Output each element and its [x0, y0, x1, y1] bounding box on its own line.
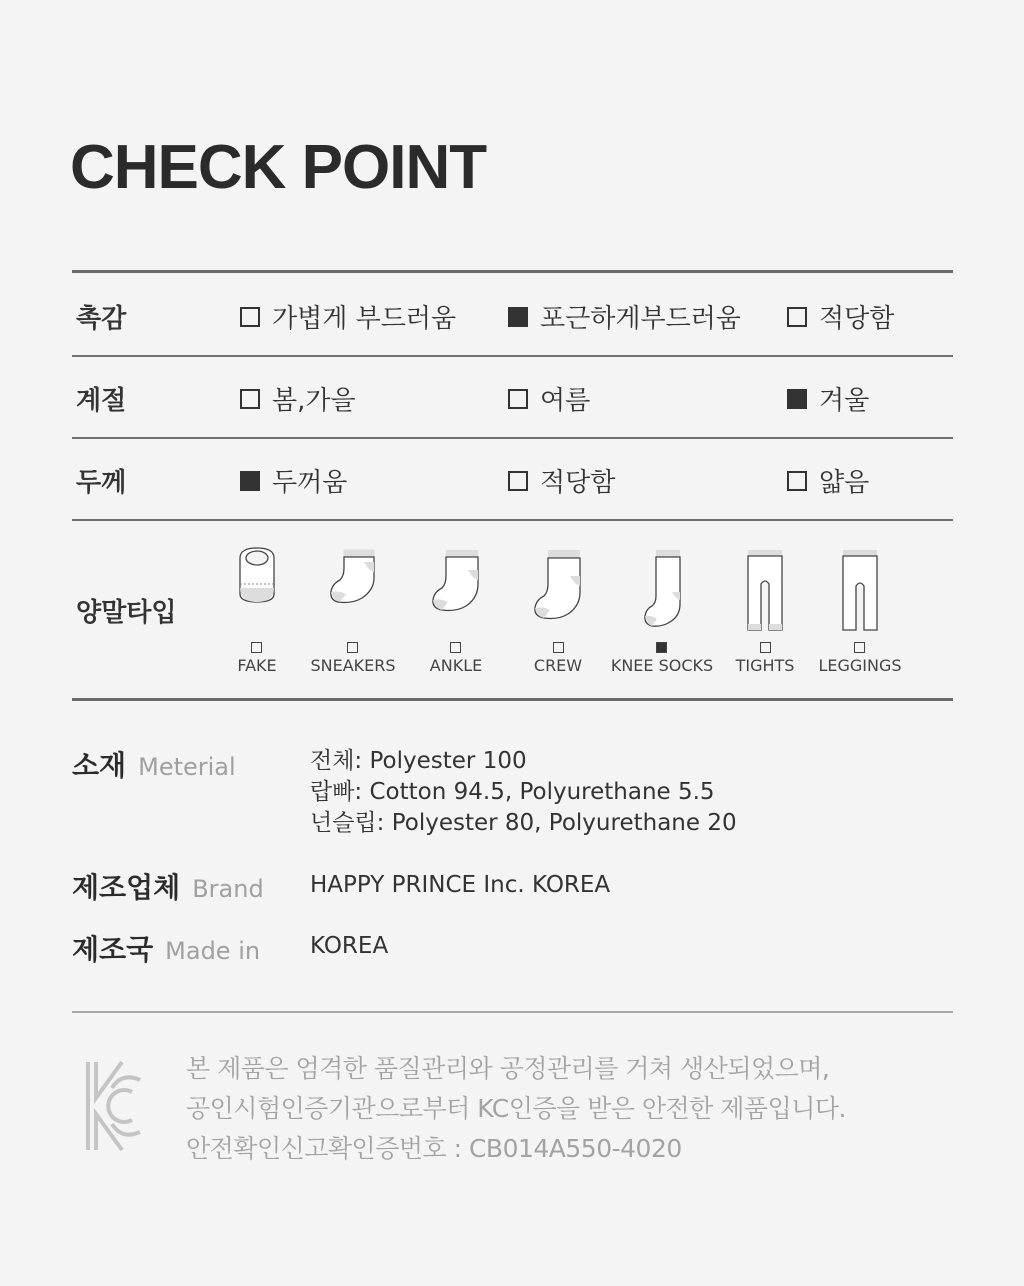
sock-checkbox-fake[interactable] — [251, 642, 262, 653]
checkbox-checked[interactable] — [508, 307, 528, 327]
option-label: 겨울 — [819, 386, 870, 416]
option-light-soft[interactable] — [240, 298, 456, 335]
table-bottom-rule — [72, 698, 953, 701]
checkbox[interactable] — [240, 307, 260, 327]
kc-logo — [82, 1058, 146, 1158]
sock-checkbox-tights[interactable] — [760, 642, 771, 653]
sock-checkbox-crew[interactable] — [553, 642, 564, 653]
option-label: 얇음 — [819, 468, 870, 498]
tights-icon — [745, 548, 785, 634]
kc-line: 본 제품은 엄격한 품질관리와 공정관리를 거쳐 생산되었으며, — [186, 1054, 830, 1083]
row-divider — [72, 437, 953, 439]
origin-value: KOREA — [310, 933, 389, 959]
sock-label-tights: TIGHTS — [735, 656, 795, 675]
checkbox-checked[interactable] — [240, 471, 260, 491]
sock-checkbox-ankle[interactable] — [450, 642, 461, 653]
option-spring-autumn[interactable] — [240, 380, 356, 417]
option-medium-thickness[interactable] — [508, 462, 615, 499]
material-line: 전체: Polyester 100 — [310, 748, 527, 774]
origin-label-ko: 제조국 — [72, 933, 154, 966]
sock-label-sneakers: SNEAKERS — [310, 656, 396, 675]
sneakers-sock-icon — [328, 548, 380, 604]
option-winter[interactable] — [787, 380, 869, 417]
sock-label-crew: CREW — [533, 656, 583, 675]
option-label: 포근하게부드러움 — [540, 304, 741, 334]
option-moderate[interactable] — [787, 298, 894, 335]
row-divider — [72, 519, 953, 521]
sock-checkbox-knee-socks[interactable] — [656, 642, 667, 653]
sock-label-ankle: ANKLE — [429, 656, 483, 675]
brand-value: HAPPY PRINCE Inc. KOREA — [310, 872, 611, 898]
option-label: 여름 — [540, 386, 591, 416]
row-label-season: 계절 — [76, 386, 127, 416]
option-label: 두꺼움 — [272, 468, 348, 498]
material-line: 랍빠: Cotton 94.5, Polyurethane 5.5 — [310, 779, 715, 805]
material-label-en: Meterial — [138, 753, 236, 781]
ankle-sock-icon — [430, 548, 482, 612]
sock-label-knee-socks: KNEE SOCKS — [610, 656, 714, 675]
fake-sock-icon — [236, 546, 278, 604]
option-thick[interactable] — [240, 462, 347, 499]
page-title: CHECK POINT — [70, 133, 487, 202]
option-label: 적당함 — [540, 468, 616, 498]
row-label-sock-type: 양말타입 — [76, 598, 177, 628]
checkbox[interactable] — [508, 471, 528, 491]
section-divider — [72, 1011, 953, 1013]
checkbox[interactable] — [787, 471, 807, 491]
brand-label-en: Brand — [192, 875, 264, 903]
brand-heading — [72, 866, 264, 906]
checkbox[interactable] — [508, 389, 528, 409]
sock-checkbox-sneakers[interactable] — [347, 642, 358, 653]
option-label: 적당함 — [819, 304, 895, 334]
crew-sock-icon — [532, 548, 584, 620]
checkbox-checked[interactable] — [787, 389, 807, 409]
kc-line: 안전확인신고확인증번호 : CB014A550-4020 — [186, 1134, 682, 1163]
table-top-rule — [72, 270, 953, 273]
checkbox[interactable] — [240, 389, 260, 409]
option-label: 가볍게 부드러움 — [272, 304, 457, 334]
sock-label-fake: FAKE — [237, 656, 277, 675]
option-cozy-soft[interactable] — [508, 298, 741, 335]
sock-label-leggings: LEGGINGS — [818, 656, 902, 675]
material-heading — [72, 744, 236, 784]
row-label-thickness: 두께 — [76, 468, 127, 498]
brand-label-ko: 제조업체 — [72, 871, 181, 904]
option-summer[interactable] — [508, 380, 590, 417]
knee-sock-icon — [642, 548, 686, 628]
material-value — [310, 746, 737, 839]
row-label-texture: 촉감 — [76, 304, 127, 334]
option-label: 봄,가을 — [272, 386, 356, 416]
option-thin[interactable] — [787, 462, 869, 499]
sock-checkbox-leggings[interactable] — [854, 642, 865, 653]
leggings-icon — [840, 548, 880, 634]
kc-line: 공인시험인증기관으로부터 KC인증을 받은 안전한 제품입니다. — [186, 1094, 846, 1123]
checkbox[interactable] — [787, 307, 807, 327]
material-line: 넌슬립: Polyester 80, Polyurethane 20 — [310, 810, 737, 836]
row-divider — [72, 355, 953, 357]
material-label-ko: 소재 — [72, 749, 127, 782]
kc-certification-text — [186, 1049, 846, 1169]
origin-heading — [72, 928, 260, 968]
origin-label-en: Made in — [165, 937, 261, 965]
